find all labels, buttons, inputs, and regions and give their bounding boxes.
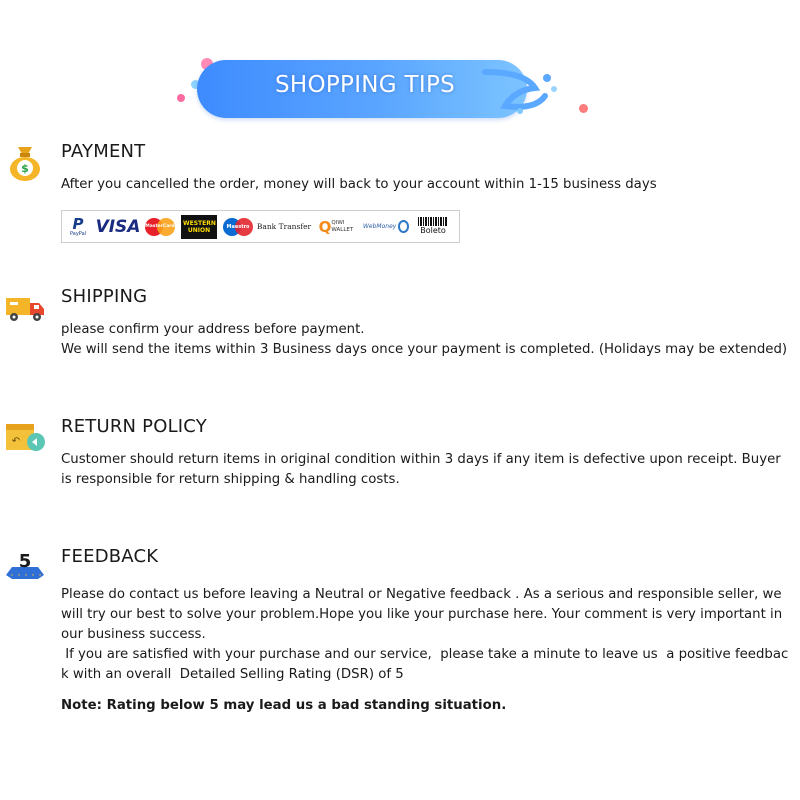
- shipping-title: SHIPPING: [61, 286, 148, 307]
- decor-dot: [517, 108, 523, 114]
- visa-logo: VISA: [95, 216, 141, 237]
- payment-text: After you cancelled the order, money will back to your account within 1-15 business days: [61, 177, 657, 192]
- five-star-rating-icon: [4, 545, 46, 587]
- feedback-text-line-1: Please do contact us before leaving a Neutral or Negative feedback . As a serious and responsible seller, we: [61, 587, 782, 602]
- return-policy-text-line-1: Customer should return items in original condition within 3 days if any item is defective upon receipt. Buyer: [61, 452, 781, 467]
- shipping-text-line-1: please confirm your address before payment.: [61, 322, 365, 337]
- mastercard-logo: MasterCard: [145, 215, 175, 239]
- feedback-text-line-4: If you are satisfied with your purchase and our service, please take a minute to leave us a positive feedbac: [61, 647, 789, 662]
- banner-wave: [475, 66, 575, 122]
- return-box-icon: [4, 416, 46, 458]
- bank-transfer-logo: Bank Transfer: [256, 222, 312, 231]
- feedback-title: FEEDBACK: [61, 546, 159, 567]
- delivery-truck-icon: [4, 286, 46, 328]
- decor-dot: [551, 86, 557, 92]
- decor-dot: [177, 94, 185, 102]
- feedback-note: Note: Rating below 5 may lead us a bad standing situation.: [61, 698, 507, 713]
- shopping-tips-banner: [175, 52, 595, 124]
- boleto-logo: Boleto: [415, 215, 451, 239]
- paypal-logo: P PayPal: [69, 214, 87, 237]
- decor-dot: [579, 104, 588, 113]
- shipping-text-line-2: We will send the items within 3 Business days once your payment is completed. (Holidays may be extended): [61, 342, 788, 357]
- decor-dot: [543, 74, 551, 82]
- banner-title: SHOPPING TIPS: [274, 72, 456, 98]
- money-bag-icon: [4, 141, 46, 183]
- svg-text:↶: ↶: [11, 436, 21, 447]
- webmoney-logo: WebMoney: [363, 215, 409, 239]
- feedback-text-line-5: k with an overall Detailed Selling Rating (DSR) of 5: [61, 667, 404, 682]
- return-policy-text-line-2: is responsible for return shipping & handling costs.: [61, 472, 400, 487]
- qiwi-wallet-logo: Q QIWI WALLET: [318, 217, 354, 236]
- payment-methods-strip: [61, 210, 460, 243]
- svg-text:$: $: [21, 162, 29, 175]
- western-union-logo: WESTERN UNION: [181, 215, 217, 239]
- payment-title: PAYMENT: [61, 141, 146, 162]
- svg-text:5: 5: [18, 551, 32, 572]
- return-policy-title: RETURN POLICY: [61, 416, 207, 437]
- feedback-text-line-3: our business success.: [61, 627, 206, 642]
- maestro-logo: Maestro: [223, 215, 253, 239]
- feedback-text-line-2: will try our best to solve your problem.Hope you like your purchase here. Your comment is very important in: [61, 607, 783, 622]
